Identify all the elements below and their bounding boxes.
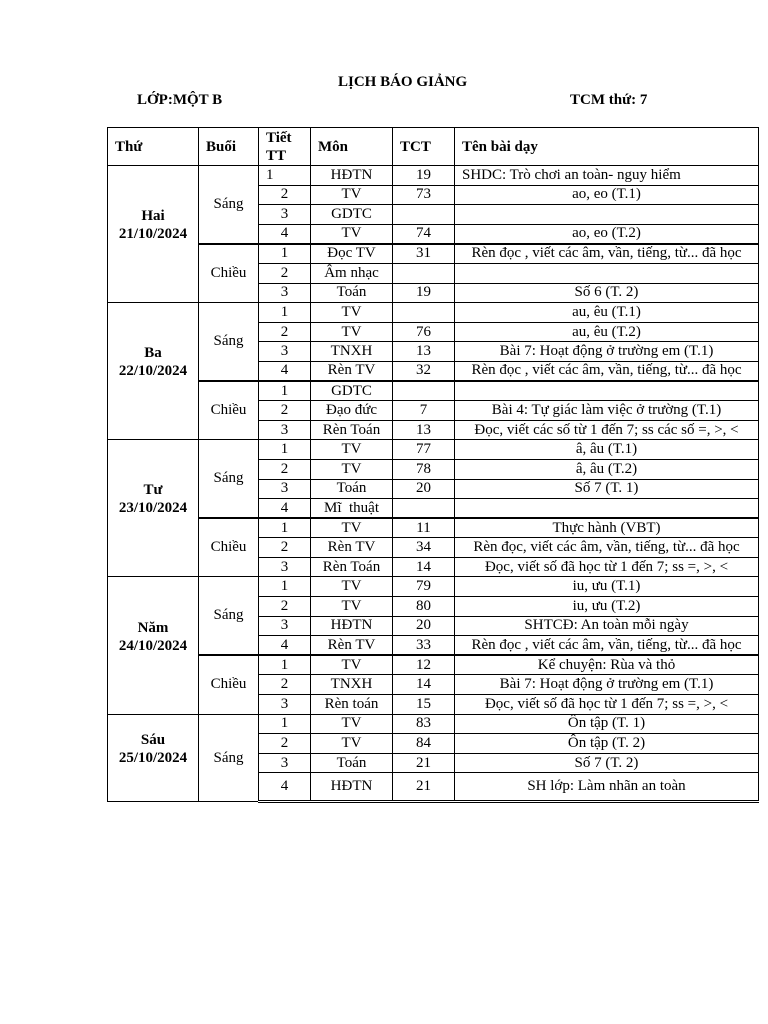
lesson-title-cell: ao, eo (T.2) [455, 224, 759, 244]
lesson-number-cell: 13 [393, 420, 455, 440]
lesson-number-cell: 83 [393, 714, 455, 734]
period-cell: 3 [259, 283, 311, 303]
lesson-number-cell: 76 [393, 322, 455, 342]
subject-cell: TV [311, 303, 393, 323]
table-header [108, 128, 759, 166]
period-cell: 3 [259, 753, 311, 773]
subject-cell: Toán [311, 753, 393, 773]
period-cell: 1 [259, 303, 311, 323]
day-date: 21/10/2024 [118, 226, 188, 243]
day-cell [108, 303, 199, 440]
lesson-number-cell: 19 [393, 166, 455, 186]
lesson-title-cell: Thực hành (VBT) [455, 518, 759, 538]
subject-cell: TV [311, 655, 393, 675]
lesson-number-cell: 74 [393, 224, 455, 244]
day-cell [108, 166, 199, 303]
lesson-number-cell: 77 [393, 440, 455, 460]
period-cell: 1 [259, 440, 311, 460]
lesson-number-cell: 84 [393, 734, 455, 754]
lesson-title-cell: Rèn đọc , viết các âm, vần, tiếng, từ... đã học [455, 361, 759, 381]
subject-cell: Rèn TV [311, 538, 393, 558]
lesson-title-cell: SHDC: Trò chơi an toàn- nguy hiểm [455, 166, 759, 186]
header-day: Thứ [108, 128, 199, 166]
session-cell: Chiều [199, 244, 259, 303]
lesson-number-cell [393, 263, 455, 283]
day-cell [108, 577, 199, 714]
lesson-number-cell [393, 381, 455, 401]
lesson-title-cell: au, êu (T.2) [455, 322, 759, 342]
period-cell: 3 [259, 420, 311, 440]
lesson-title-cell [455, 205, 759, 225]
lesson-number-cell: 20 [393, 616, 455, 636]
lesson-title-cell: Ôn tập (T. 2) [455, 734, 759, 754]
lesson-title-cell: Rèn đọc , viết các âm, vần, tiếng, từ... đã học [455, 636, 759, 656]
period-cell: 2 [259, 538, 311, 558]
lesson-number-cell: 32 [393, 361, 455, 381]
subject-cell: TNXH [311, 342, 393, 362]
subject-cell: HĐTN [311, 166, 393, 186]
subject-cell: TV [311, 224, 393, 244]
period-cell: 3 [259, 342, 311, 362]
lesson-title-cell: Rèn đọc, viết các âm, vần, tiếng, từ... đã học [455, 538, 759, 558]
period-cell: 3 [259, 205, 311, 225]
lesson-title-cell: Số 7 (T. 1) [455, 479, 759, 499]
period-cell: 2 [259, 401, 311, 421]
lesson-title-cell: Bài 7: Hoạt động ở trường em (T.1) [455, 342, 759, 362]
schedule-table [107, 127, 759, 803]
header-row [108, 128, 759, 166]
day-name: Năm [137, 619, 169, 636]
lesson-title-cell: Đọc, viết số đã học từ 1 đến 7; ss =, >, < [455, 695, 759, 715]
subject-cell: GDTC [311, 205, 393, 225]
session-cell: Chiều [199, 381, 259, 440]
period-cell: 1 [259, 577, 311, 597]
period-cell: 4 [259, 499, 311, 519]
lesson-title-cell: ao, eo (T.1) [455, 185, 759, 205]
session-cell: Sáng [199, 577, 259, 655]
lesson-number-cell: 7 [393, 401, 455, 421]
period-cell: 4 [259, 636, 311, 656]
table-body [108, 166, 759, 802]
lesson-title-cell: iu, ưu (T.2) [455, 597, 759, 617]
subject-cell: Rèn toán [311, 695, 393, 715]
subject-cell: TV [311, 185, 393, 205]
period-cell: 1 [259, 655, 311, 675]
lesson-number-cell: 12 [393, 655, 455, 675]
lesson-title-cell: iu, ưu (T.1) [455, 577, 759, 597]
day-date: 24/10/2024 [118, 637, 188, 654]
lesson-title-cell: â, âu (T.1) [455, 440, 759, 460]
subject-cell: Đọc TV [311, 244, 393, 264]
period-cell: 3 [259, 695, 311, 715]
subject-cell: Rèn TV [311, 361, 393, 381]
lesson-number-cell: 33 [393, 636, 455, 656]
table-row [108, 440, 759, 460]
day-cell [108, 714, 199, 802]
period-cell: 4 [259, 224, 311, 244]
period-cell: 4 [259, 773, 311, 802]
lesson-number-cell: 19 [393, 283, 455, 303]
lesson-number-cell [393, 499, 455, 519]
lesson-number-cell: 73 [393, 185, 455, 205]
period-cell: 2 [259, 263, 311, 283]
lesson-number-cell: 21 [393, 773, 455, 802]
header-subject: Môn [311, 128, 393, 166]
lesson-number-cell: 31 [393, 244, 455, 264]
subject-cell: TV [311, 440, 393, 460]
lesson-title-cell: â, âu (T.2) [455, 459, 759, 479]
day-name: Hai [141, 208, 165, 225]
day-name: Ba [144, 345, 162, 362]
lesson-number-cell: 80 [393, 597, 455, 617]
subject-cell: TV [311, 518, 393, 538]
day-name: Tư [143, 482, 163, 499]
table-row [108, 714, 759, 734]
table-row [108, 303, 759, 323]
lesson-number-cell: 79 [393, 577, 455, 597]
lesson-title-cell: Số 7 (T. 2) [455, 753, 759, 773]
subject-cell: TV [311, 734, 393, 754]
subject-cell: Rèn TV [311, 636, 393, 656]
table-row [108, 244, 759, 264]
lesson-title-cell: SH lớp: Làm nhãn an toàn [455, 773, 759, 802]
period-cell: 2 [259, 185, 311, 205]
period-cell: 2 [259, 322, 311, 342]
lesson-title-cell: Ôn tập (T. 1) [455, 714, 759, 734]
lesson-number-cell: 14 [393, 557, 455, 577]
period-cell: 2 [259, 597, 311, 617]
period-cell: 1 [259, 166, 311, 186]
subject-cell: TV [311, 597, 393, 617]
lesson-title-cell: Bài 4: Tự giác làm việc ở trường (T.1) [455, 401, 759, 421]
subject-cell: TV [311, 459, 393, 479]
header-period: Tiết TT [259, 128, 311, 166]
table-row [108, 655, 759, 675]
table-row [108, 577, 759, 597]
period-cell: 1 [259, 714, 311, 734]
lesson-number-cell: 20 [393, 479, 455, 499]
lesson-title-cell: Đọc, viết số đã học từ 1 đến 7; ss =, >, < [455, 557, 759, 577]
lesson-title-cell: au, êu (T.1) [455, 303, 759, 323]
lesson-number-cell: 11 [393, 518, 455, 538]
subject-cell: Toán [311, 283, 393, 303]
lesson-title-cell: SHTCĐ: An toàn mỗi ngày [455, 616, 759, 636]
header-lesson-title: Tên bài dạy [455, 128, 759, 166]
subject-cell: TNXH [311, 675, 393, 695]
period-cell: 3 [259, 479, 311, 499]
period-cell: 1 [259, 381, 311, 401]
lesson-number-cell: 34 [393, 538, 455, 558]
subject-cell: GDTC [311, 381, 393, 401]
lesson-title-cell [455, 499, 759, 519]
session-cell: Chiều [199, 655, 259, 714]
lesson-number-cell [393, 303, 455, 323]
lesson-title-cell: Bài 7: Hoạt động ở trường em (T.1) [455, 675, 759, 695]
subject-cell: Âm nhạc [311, 263, 393, 283]
week-label: TCM thứ: 7 [570, 92, 648, 108]
table-row [108, 381, 759, 401]
lesson-number-cell [393, 205, 455, 225]
lesson-number-cell: 15 [393, 695, 455, 715]
period-cell: 1 [259, 518, 311, 538]
session-cell: Sáng [199, 440, 259, 518]
lesson-title-cell: Rèn đọc , viết các âm, vần, tiếng, từ... đã học [455, 244, 759, 264]
header-lesson-number: TCT [393, 128, 455, 166]
table-row [108, 518, 759, 538]
day-date: 22/10/2024 [118, 363, 188, 380]
period-cell: 2 [259, 675, 311, 695]
lesson-title-cell: Đọc, viết các số từ 1 đến 7; ss các số =, >, < [455, 420, 759, 440]
lesson-title-cell [455, 381, 759, 401]
subject-cell: Mĩ thuật [311, 499, 393, 519]
subject-cell: Toán [311, 479, 393, 499]
subject-cell: Rèn Toán [311, 557, 393, 577]
period-cell: 2 [259, 459, 311, 479]
document-title: LỊCH BÁO GIẢNG [338, 74, 468, 90]
lesson-title-cell: Số 6 (T. 2) [455, 283, 759, 303]
period-cell: 4 [259, 361, 311, 381]
table-row [108, 166, 759, 186]
subject-cell: Rèn Toán [311, 420, 393, 440]
lesson-title-cell [455, 263, 759, 283]
subject-cell: Đạo đức [311, 401, 393, 421]
session-cell: Sáng [199, 303, 259, 381]
session-cell: Sáng [199, 714, 259, 802]
lesson-number-cell: 13 [393, 342, 455, 362]
subject-cell: TV [311, 322, 393, 342]
subject-cell: TV [311, 577, 393, 597]
period-cell: 1 [259, 244, 311, 264]
subject-cell: HĐTN [311, 616, 393, 636]
subject-cell: HĐTN [311, 773, 393, 802]
session-cell: Sáng [199, 166, 259, 244]
lesson-number-cell: 21 [393, 753, 455, 773]
class-label: LỚP:MỘT B [137, 92, 223, 108]
day-cell [108, 440, 199, 577]
subject-cell: TV [311, 714, 393, 734]
lesson-number-cell: 78 [393, 459, 455, 479]
day-date: 23/10/2024 [118, 500, 188, 517]
lesson-number-cell: 14 [393, 675, 455, 695]
period-cell: 2 [259, 734, 311, 754]
day-name: Sáu [140, 732, 166, 749]
period-cell: 3 [259, 557, 311, 577]
header-session: Buổi [199, 128, 259, 166]
session-cell: Chiều [199, 518, 259, 577]
period-cell: 3 [259, 616, 311, 636]
lesson-title-cell: Kể chuyện: Rùa và thỏ [455, 655, 759, 675]
day-date: 25/10/2024 [118, 750, 188, 767]
